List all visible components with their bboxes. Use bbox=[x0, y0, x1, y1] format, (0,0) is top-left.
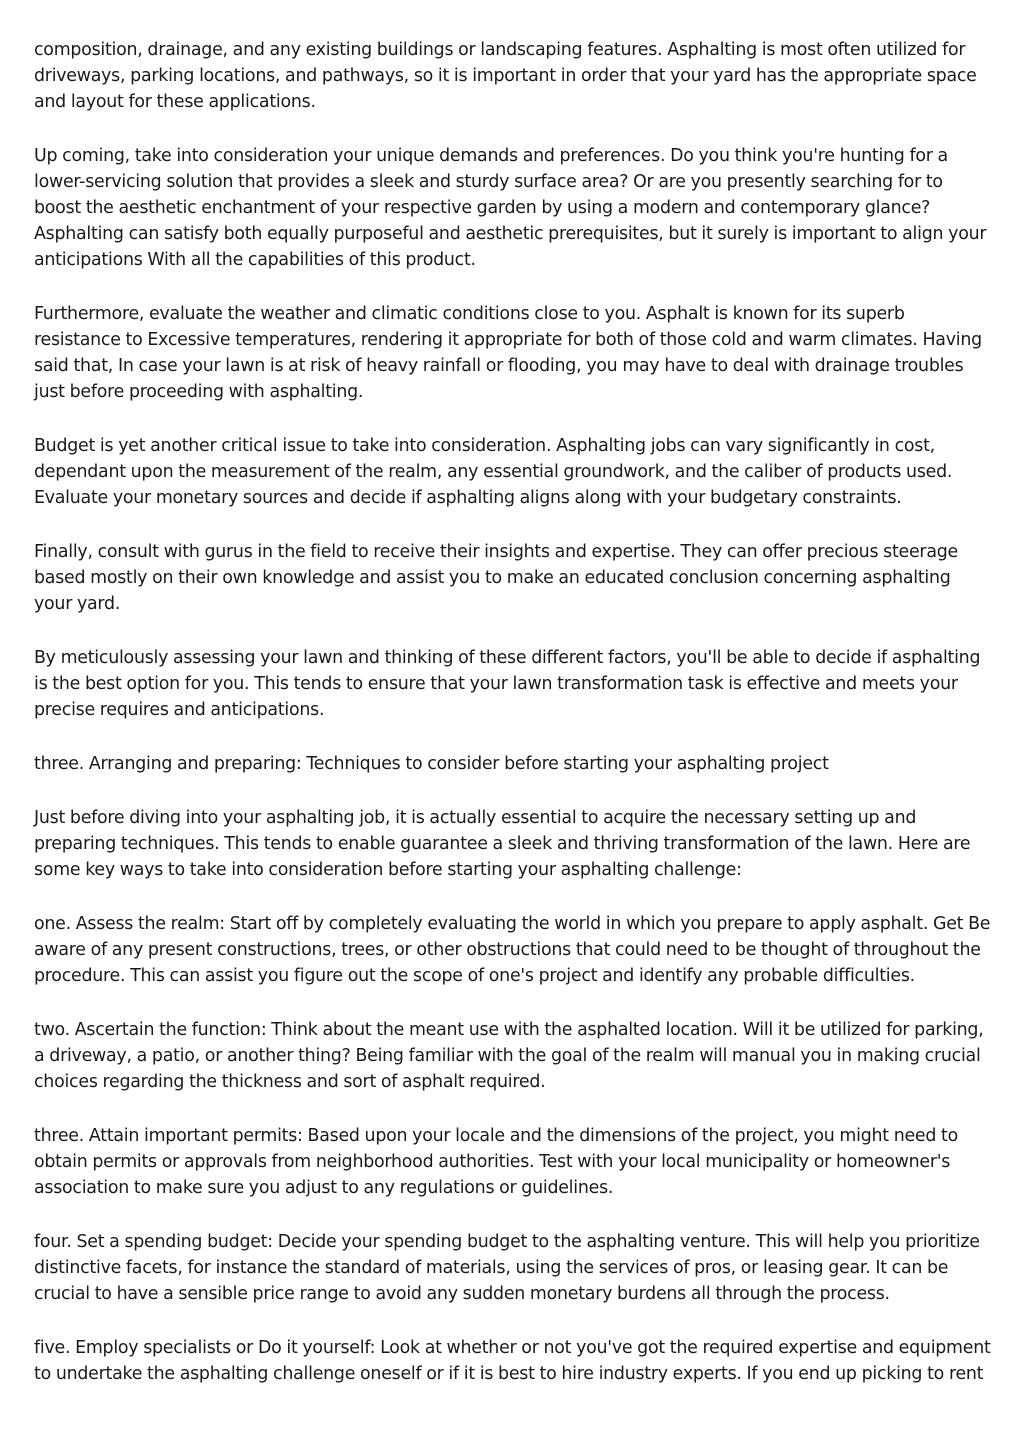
section-heading-planning: three. Arranging and preparing: Techniques to consider before starting your asphalting project bbox=[34, 754, 829, 774]
paragraph-assessment-summary: By meticulously assessing your lawn and thinking of these different factors, you'll be able to decide if asphalting is the best option for you. This tends to ensure that your lawn transformation task is effective and meets your precise requires and anticipations. bbox=[34, 648, 981, 720]
paragraph-budget: Budget is yet another critical issue to take into consideration. Asphalting jobs can vary significantly in cost, dependant upon the measurement of the realm, any essential groundwork, and the caliber of products used. Evaluate your monetary sources and decide if asphalting aligns along with your budgetary constraints. bbox=[34, 436, 953, 508]
paragraph-weather-conditions: Furthermore, evaluate the weather and climatic conditions close to you. Asphalt is known for its superb resistance to Excessive temperatures, rendering it appropriate for both of those cold and warm climates. Having said that, In case your lawn is at risk of heavy rainfall or flooding, you may have to deal with drainage troubles just before proceeding with asphalting. bbox=[34, 304, 982, 402]
list-item-obtain-permits: three. Attain important permits: Based upon your locale and the dimensions of the project, you might need to obtain permits or approvals from neighborhood authorities. Test with your local municipality or homeowner's association to make sure you adjust to any regulations or guidelines. bbox=[34, 1126, 959, 1198]
list-item-hire-or-diy: five. Employ specialists or Do it yourself: Look at whether or not you've got the required expertise and equipment to undertake the asphalting challenge oneself or if it is best to hire industry experts. If you end up picking to rent bbox=[34, 1338, 991, 1384]
paragraph-planning-intro: Just before diving into your asphalting job, it is actually essential to acquire the necessary setting up and preparing techniques. This tends to enable guarantee a sleek and thriving transformation of the lawn. Here are some key ways to take into consideration before starting your asphalting challenge: bbox=[34, 808, 971, 880]
paragraph-demands-preferences: Up coming, take into consideration your unique demands and preferences. Do you think you're hunting for a lower-servicing solution that provides a sleek and sturdy surface area? Or are you presently searching for to boost the aesthetic enchantment of your respective garden by using a modern and contemporary glance? Asphalting can satisfy both equally purposeful and aesthetic prerequisites, but it surely is important to align your anticipations With all the capabilities of this product. bbox=[34, 146, 987, 270]
list-item-determine-purpose: two. Ascertain the function: Think about the meant use with the asphalted location. Will it be utilized for parking, a driveway, a patio, or another thing? Being familiar with the goal of the realm will manual you in making crucial choices regarding the thickness and sort of asphalt required. bbox=[34, 1020, 984, 1092]
paragraph-site-composition: composition, drainage, and any existing buildings or landscaping features. Asphalting is most often utilized for driveways, parking locations, and pathways, so it is important in order that your yard has the appropriate space and layout for these applications. bbox=[34, 40, 977, 112]
paragraph-consult-experts: Finally, consult with gurus in the field to receive their insights and expertise. They can offer precious steerage based mostly on their own knowledge and assist you to make an educated conclusion concerning asphalting your yard. bbox=[34, 542, 958, 614]
document-body bbox=[34, 37, 992, 1387]
list-item-set-budget: four. Set a spending budget: Decide your spending budget to the asphalting venture. This will help you prioritize distinctive facets, for instance the standard of materials, using the services of pros, or leasing gear. It can be crucial to have a sensible price range to avoid any sudden monetary burdens all through the process. bbox=[34, 1232, 980, 1304]
list-item-assess-area: one. Assess the realm: Start off by completely evaluating the world in which you prepare to apply asphalt. Get Be aware of any present constructions, trees, or other obstructions that could need to be thought of throughout the procedure. This can assist you figure out the scope of one's project and identify any probable difficulties. bbox=[34, 914, 991, 986]
